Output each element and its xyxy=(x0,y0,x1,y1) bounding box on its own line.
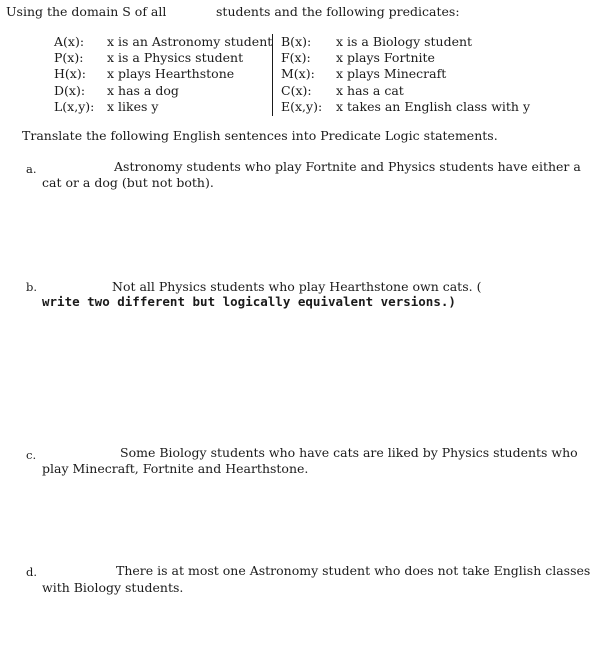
question-b-letter: b. xyxy=(26,280,38,294)
predicates-right-meanings xyxy=(336,34,530,115)
pred-meaning: x plays Fortnite xyxy=(336,50,435,66)
question-d-line2: with Biology students. xyxy=(42,580,184,595)
pred-symbol: F(x): xyxy=(281,50,311,66)
instruction-text: Translate the following English sentences into Predicate Logic statements. xyxy=(22,128,498,143)
question-c-line1: Some Biology students who have cats are liked by Physics students who xyxy=(120,445,578,460)
pred-symbol: E(x,y): xyxy=(281,98,323,114)
pred-meaning: x plays Hearthstone xyxy=(107,66,235,82)
pred-meaning: x has a cat xyxy=(336,82,404,98)
question-b-line1: Not all Physics students who play Hearthstone own cats. ( xyxy=(112,279,482,294)
question-c-line2: play Minecraft, Fortnite and Hearthstone. xyxy=(42,461,309,476)
question-a-line1: Astronomy students who play Fortnite and Physics students have either a xyxy=(114,159,581,174)
predicates-right-symbols xyxy=(281,34,322,115)
question-a-letter: a. xyxy=(26,162,37,176)
pred-symbol: M(x): xyxy=(281,66,315,82)
pred-symbol: C(x): xyxy=(281,82,312,98)
pred-symbol: L(x,y): xyxy=(54,98,95,114)
pred-meaning: x is a Physics student xyxy=(107,50,244,66)
question-c-letter: c. xyxy=(26,448,37,462)
pred-symbol: D(x): xyxy=(54,82,86,98)
pred-symbol: B(x): xyxy=(281,34,312,49)
pred-symbol: A(x): xyxy=(54,34,85,49)
question-d-line1: There is at most one Astronomy student who does not take English classes xyxy=(116,563,591,578)
pred-meaning: x is a Biology student xyxy=(336,34,473,49)
pred-meaning: x is an Astronomy student xyxy=(107,34,273,49)
predicates-left-meanings xyxy=(107,34,272,115)
pred-meaning: x plays Minecraft xyxy=(336,66,447,82)
pred-meaning: x has a dog xyxy=(107,82,179,98)
question-a-line2: cat or a dog (but not both). xyxy=(42,175,214,190)
intro-text-end: students and the following predicates: xyxy=(216,4,460,19)
predicates-left-symbols xyxy=(54,34,94,115)
pred-meaning: x likes y xyxy=(107,98,159,114)
question-d-letter: d. xyxy=(26,565,38,579)
pred-symbol: H(x): xyxy=(54,66,86,82)
pred-meaning: x takes an English class with y xyxy=(336,98,531,114)
table-divider xyxy=(272,34,273,116)
intro-text-start: Using the domain S of all xyxy=(6,4,167,19)
pred-symbol: P(x): xyxy=(54,50,84,66)
question-b-line2: write two different but logically equivalent versions.) xyxy=(42,294,456,309)
